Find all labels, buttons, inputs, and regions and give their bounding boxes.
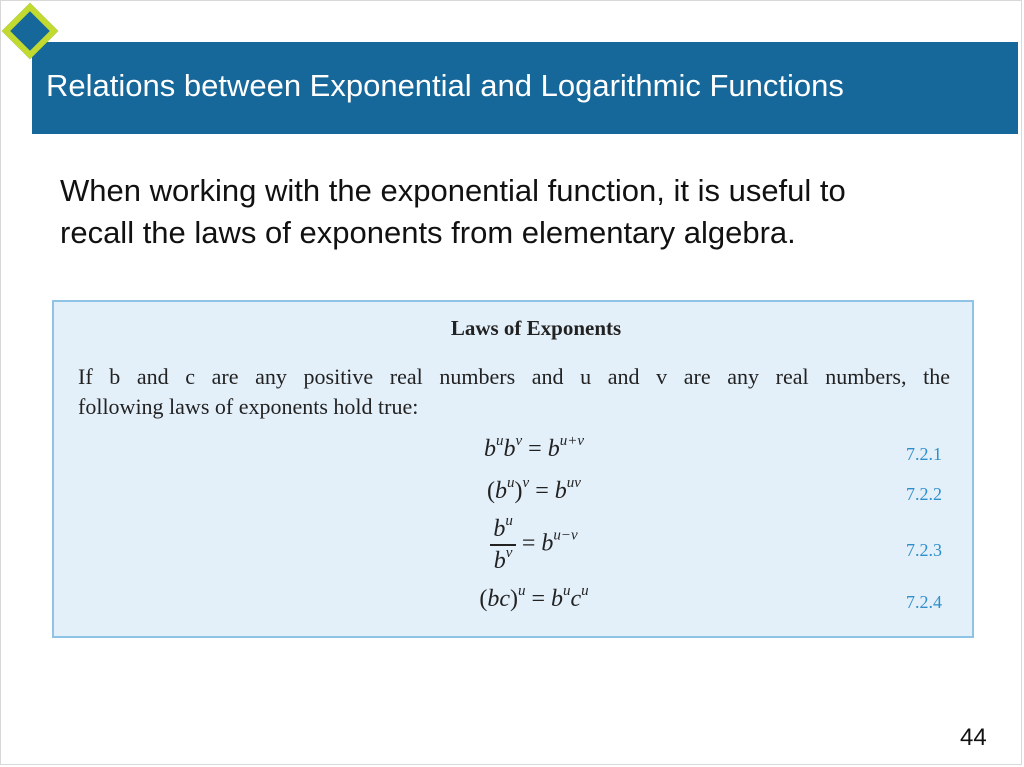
equation-number: 7.2.4 <box>906 592 942 612</box>
formula-7-2-2: $(b^u)^v = b^{uv}$ <box>487 475 581 504</box>
formula-7-2-1: $b^ub^v = b^{u+v}$ <box>484 433 584 462</box>
laws-heading: Laws of Exponents <box>450 316 622 340</box>
laws-description <box>78 362 950 422</box>
formula-7-2-3: $\frac{b^u}{b^v}$ = $b^{u-v}$ <box>414 516 654 574</box>
title-bar <box>32 42 1018 134</box>
page-number: 44 <box>960 724 987 751</box>
formula-7-2-4: $(bc)^u = b^uc^u$ <box>479 583 589 612</box>
fraction: $\frac{b^u}{b^v}$ <box>490 516 516 574</box>
intro-line: recall the laws of exponents from elementary algebra. <box>60 215 796 250</box>
description-line: If b and c are any positive real numbers and u and v are any real numbers, the <box>78 364 950 389</box>
equation-number: 7.2.3 <box>906 540 942 560</box>
description-line: following laws of exponents hold true: <box>78 394 419 419</box>
intro-line: When working with the exponential function, it is useful to <box>60 173 846 208</box>
equation-number: 7.2.1 <box>906 444 942 464</box>
equation-number: 7.2.2 <box>906 484 942 504</box>
slide-title: Relations between Exponential and Logarithmic Functions <box>46 68 844 103</box>
intro-text <box>60 170 960 254</box>
laws-of-exponents-box <box>52 300 974 638</box>
